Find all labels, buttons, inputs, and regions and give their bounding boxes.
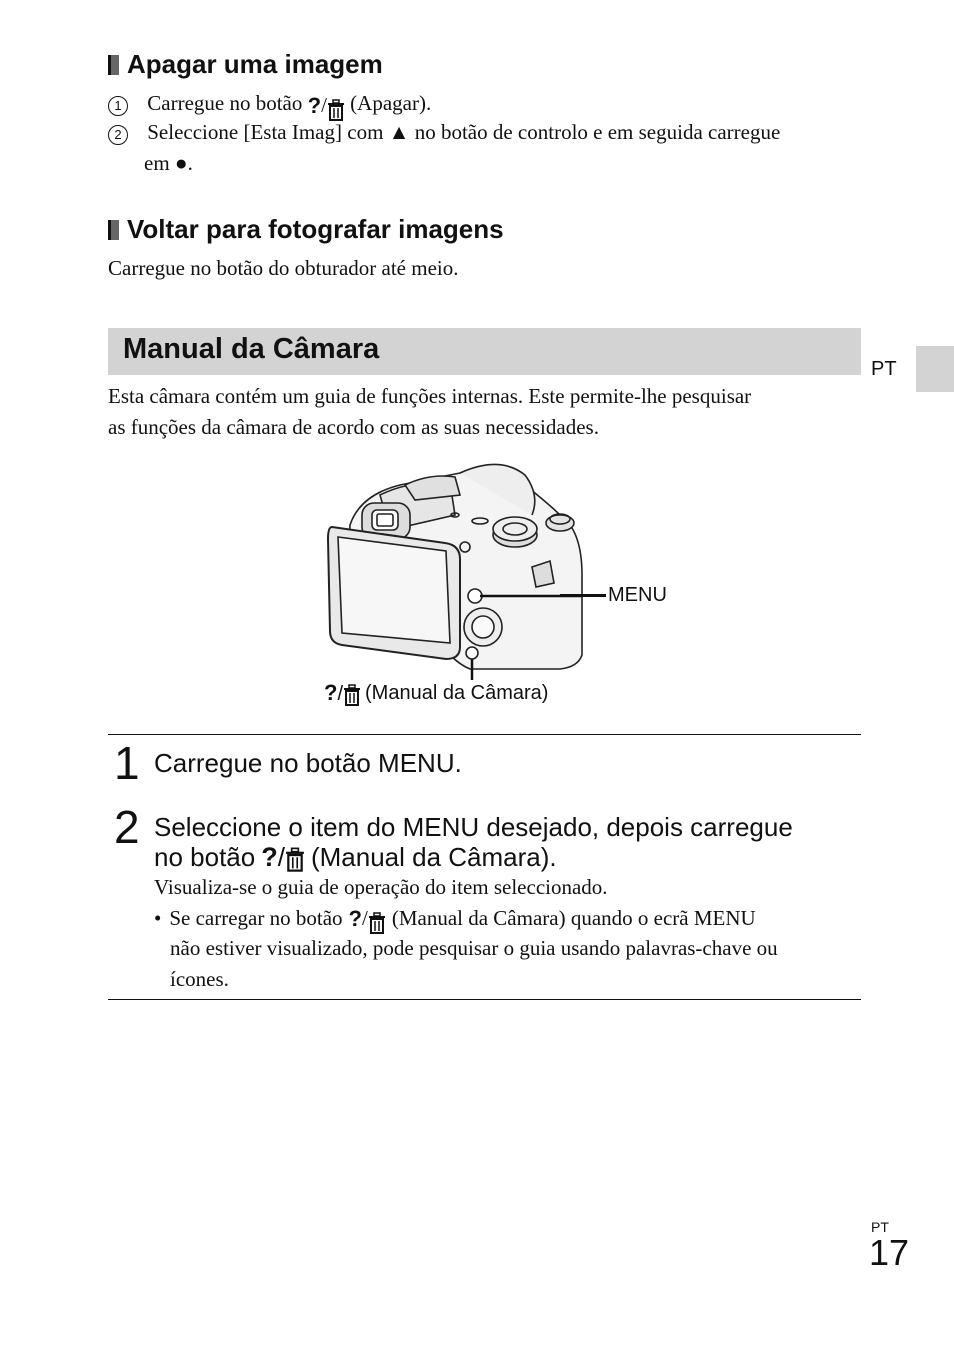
step-1-number: 1: [114, 737, 140, 789]
step-2-bullet-line-2: não estiver visualizado, pode pesquisar o guia usando palavras-chave ou: [170, 936, 778, 960]
delete-step-1: 1 Carregue no botão ? / (Apagar).: [108, 88, 868, 121]
help-trash-icon: ? /: [324, 680, 361, 706]
footer-lang: PT: [871, 1219, 889, 1235]
section-heading-return: [108, 214, 504, 245]
up-arrow-icon: ▲: [388, 120, 410, 144]
side-tab: [916, 346, 954, 392]
banner-title: Manual da Câmara: [123, 333, 380, 365]
help-callout-label: (Manual da Câmara): [365, 681, 549, 704]
step-2-text-line-1: Seleccione o item do MENU desejado, depois carregue: [154, 812, 793, 842]
step-2-description: Visualiza-se o guia de operação do item seleccionado.: [154, 875, 608, 899]
side-tab-label: PT: [871, 358, 897, 380]
bullet: •: [154, 906, 162, 930]
help-callout: [324, 680, 548, 706]
heading-marker: [108, 55, 119, 75]
steps-top-rule: [108, 734, 861, 735]
step-number: 2: [108, 125, 128, 145]
section-heading-delete: [108, 49, 383, 80]
heading-marker: [108, 220, 119, 240]
step-1-text: Carregue no botão MENU.: [154, 748, 462, 778]
center-button-icon: ●: [174, 151, 188, 175]
step-2-number: 2: [114, 801, 140, 853]
step-2-bullet-line-3: ícones.: [170, 967, 229, 991]
section-title: Voltar para fotografar imagens: [127, 214, 504, 244]
help-trash-icon: ? /: [261, 842, 305, 872]
section-banner: [108, 328, 861, 375]
section-text: Carregue no botão do obturador até meio.: [108, 256, 459, 280]
section-title: Apagar uma imagem: [127, 49, 383, 79]
step-2-bullet-line-1: • Se carregar no botão ? / (Manual da Câmara) quando o ecrã MENU: [154, 903, 756, 934]
step-number: 1: [108, 96, 128, 116]
help-trash-icon: ? /: [308, 90, 345, 121]
menu-callout-label: MENU: [608, 584, 667, 606]
intro-line-1: Esta câmara contém um guia de funções internas. Este permite-lhe pesquisar: [108, 384, 752, 408]
intro-line-2: as funções da câmara de acordo com as suas necessidades.: [108, 415, 599, 439]
camera-illustration: [320, 455, 600, 680]
page-number: 17: [869, 1232, 910, 1273]
delete-step-2: 2 Seleccione [Esta Imag] com ▲ no botão de controlo e em seguida carregue em ●.: [108, 117, 868, 179]
menu-leader-line: [560, 594, 606, 597]
help-trash-icon: ? /: [349, 903, 386, 934]
steps-bottom-rule: [108, 999, 861, 1000]
step-2-text-line-2: no botão ? / (Manual da Câmara).: [154, 842, 557, 872]
